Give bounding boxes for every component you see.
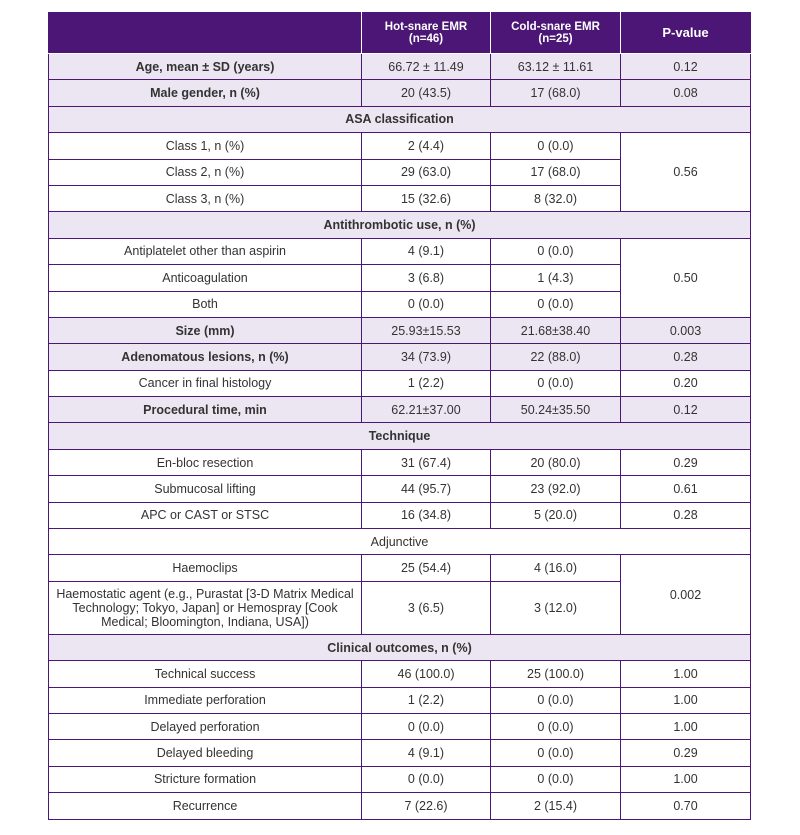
table-row — [49, 80, 751, 106]
p-value: 0.61 — [621, 476, 751, 502]
section-title: Antithrombotic use, n (%) — [49, 212, 751, 238]
cold-value: 4 (16.0) — [491, 555, 621, 581]
section-row — [49, 212, 751, 238]
table-row — [49, 238, 751, 264]
cold-value: 2 (15.4) — [491, 793, 621, 819]
row-label: Class 3, n (%) — [49, 185, 362, 211]
cold-value: 17 (68.0) — [491, 80, 621, 106]
cold-value: 25 (100.0) — [491, 661, 621, 687]
cold-value: 50.24±35.50 — [491, 397, 621, 423]
hot-value: 25.93±15.53 — [362, 317, 491, 343]
hot-value: 4 (9.1) — [362, 238, 491, 264]
p-value: 1.00 — [621, 713, 751, 739]
hot-value: 34 (73.9) — [362, 344, 491, 370]
cold-value: 0 (0.0) — [491, 766, 621, 792]
p-value: 0.28 — [621, 344, 751, 370]
section-title: Adjunctive — [49, 529, 751, 555]
row-label: Delayed bleeding — [49, 740, 362, 766]
table-row — [49, 370, 751, 396]
header-p-value: P-value — [621, 13, 751, 54]
cold-value: 0 (0.0) — [491, 713, 621, 739]
cold-value: 0 (0.0) — [491, 740, 621, 766]
hot-value: 66.72 ± 11.49 — [362, 54, 491, 80]
hot-value: 7 (22.6) — [362, 793, 491, 819]
row-label: Adenomatous lesions, n (%) — [49, 344, 362, 370]
table-row — [49, 687, 751, 713]
table-row — [49, 397, 751, 423]
row-label: APC or CAST or STSC — [49, 502, 362, 528]
row-label: Submucosal lifting — [49, 476, 362, 502]
hot-value: 44 (95.7) — [362, 476, 491, 502]
hot-value: 0 (0.0) — [362, 766, 491, 792]
header-row — [49, 13, 751, 54]
header-hot-snare: Hot-snare EMR (n=46) — [362, 13, 491, 54]
row-label: Antiplatelet other than aspirin — [49, 238, 362, 264]
row-label: Size (mm) — [49, 317, 362, 343]
p-value: 0.29 — [621, 449, 751, 475]
table-row — [49, 713, 751, 739]
cold-value: 0 (0.0) — [491, 133, 621, 159]
table-row — [49, 317, 751, 343]
cold-value: 8 (32.0) — [491, 185, 621, 211]
p-value: 0.28 — [621, 502, 751, 528]
row-label: Haemostatic agent (e.g., Purastat [3-D Matrix Medical Technology; Tokyo, Japan] or Hemospray [Cook Medical; Bloomington, Indiana, USA]) — [49, 581, 362, 634]
cold-value: 63.12 ± 11.61 — [491, 54, 621, 80]
row-label: Immediate perforation — [49, 687, 362, 713]
cold-value: 3 (12.0) — [491, 581, 621, 634]
hot-value: 2 (4.4) — [362, 133, 491, 159]
p-value: 1.00 — [621, 766, 751, 792]
table-row — [49, 476, 751, 502]
row-label: Delayed perforation — [49, 713, 362, 739]
p-value: 1.00 — [621, 687, 751, 713]
header-cold-snare: Cold-snare EMR (n=25) — [491, 13, 621, 54]
p-value: 0.20 — [621, 370, 751, 396]
section-row — [49, 423, 751, 449]
table-row — [49, 54, 751, 80]
row-label: Cancer in final histology — [49, 370, 362, 396]
header-label — [49, 13, 362, 54]
hot-value: 31 (67.4) — [362, 449, 491, 475]
row-label: Class 2, n (%) — [49, 159, 362, 185]
section-row — [49, 106, 751, 132]
section-title: Clinical outcomes, n (%) — [49, 634, 751, 660]
row-label: Procedural time, min — [49, 397, 362, 423]
hot-value: 0 (0.0) — [362, 713, 491, 739]
row-label: Age, mean ± SD (years) — [49, 54, 362, 80]
hot-value: 62.21±37.00 — [362, 397, 491, 423]
table-row — [49, 740, 751, 766]
table-row — [49, 449, 751, 475]
p-value: 0.56 — [621, 133, 751, 212]
hot-value: 1 (2.2) — [362, 370, 491, 396]
cold-value: 17 (68.0) — [491, 159, 621, 185]
row-label: Stricture formation — [49, 766, 362, 792]
row-label: Class 1, n (%) — [49, 133, 362, 159]
p-value: 0.002 — [621, 555, 751, 634]
p-value: 0.70 — [621, 793, 751, 819]
table-row — [49, 661, 751, 687]
table-row — [49, 793, 751, 819]
hot-value: 1 (2.2) — [362, 687, 491, 713]
p-value: 0.003 — [621, 317, 751, 343]
cold-value: 21.68±38.40 — [491, 317, 621, 343]
cold-value: 5 (20.0) — [491, 502, 621, 528]
cold-value: 1 (4.3) — [491, 265, 621, 291]
section-row — [49, 634, 751, 660]
p-value: 0.50 — [621, 238, 751, 317]
hot-value: 46 (100.0) — [362, 661, 491, 687]
hot-value: 15 (32.6) — [362, 185, 491, 211]
p-value: 0.29 — [621, 740, 751, 766]
comparison-table — [48, 12, 751, 820]
p-value: 0.12 — [621, 397, 751, 423]
hot-value: 3 (6.5) — [362, 581, 491, 634]
hot-value: 3 (6.8) — [362, 265, 491, 291]
cold-value: 0 (0.0) — [491, 238, 621, 264]
row-label: Recurrence — [49, 793, 362, 819]
hot-value: 16 (34.8) — [362, 502, 491, 528]
table-row — [49, 555, 751, 581]
section-title: ASA classification — [49, 106, 751, 132]
cold-value: 22 (88.0) — [491, 344, 621, 370]
row-label: Both — [49, 291, 362, 317]
hot-value: 4 (9.1) — [362, 740, 491, 766]
row-label: Technical success — [49, 661, 362, 687]
cold-value: 20 (80.0) — [491, 449, 621, 475]
cold-value: 0 (0.0) — [491, 687, 621, 713]
cold-value: 0 (0.0) — [491, 370, 621, 396]
row-label: Anticoagulation — [49, 265, 362, 291]
p-value: 0.08 — [621, 80, 751, 106]
table-row — [49, 766, 751, 792]
cold-value: 0 (0.0) — [491, 291, 621, 317]
p-value: 1.00 — [621, 661, 751, 687]
cold-value: 23 (92.0) — [491, 476, 621, 502]
p-value: 0.12 — [621, 54, 751, 80]
hot-value: 29 (63.0) — [362, 159, 491, 185]
table-row — [49, 133, 751, 159]
table-row — [49, 344, 751, 370]
hot-value: 20 (43.5) — [362, 80, 491, 106]
row-label: Haemoclips — [49, 555, 362, 581]
hot-value: 0 (0.0) — [362, 291, 491, 317]
section-row — [49, 529, 751, 555]
row-label: En-bloc resection — [49, 449, 362, 475]
section-title: Technique — [49, 423, 751, 449]
row-label: Male gender, n (%) — [49, 80, 362, 106]
hot-value: 25 (54.4) — [362, 555, 491, 581]
table-row — [49, 502, 751, 528]
